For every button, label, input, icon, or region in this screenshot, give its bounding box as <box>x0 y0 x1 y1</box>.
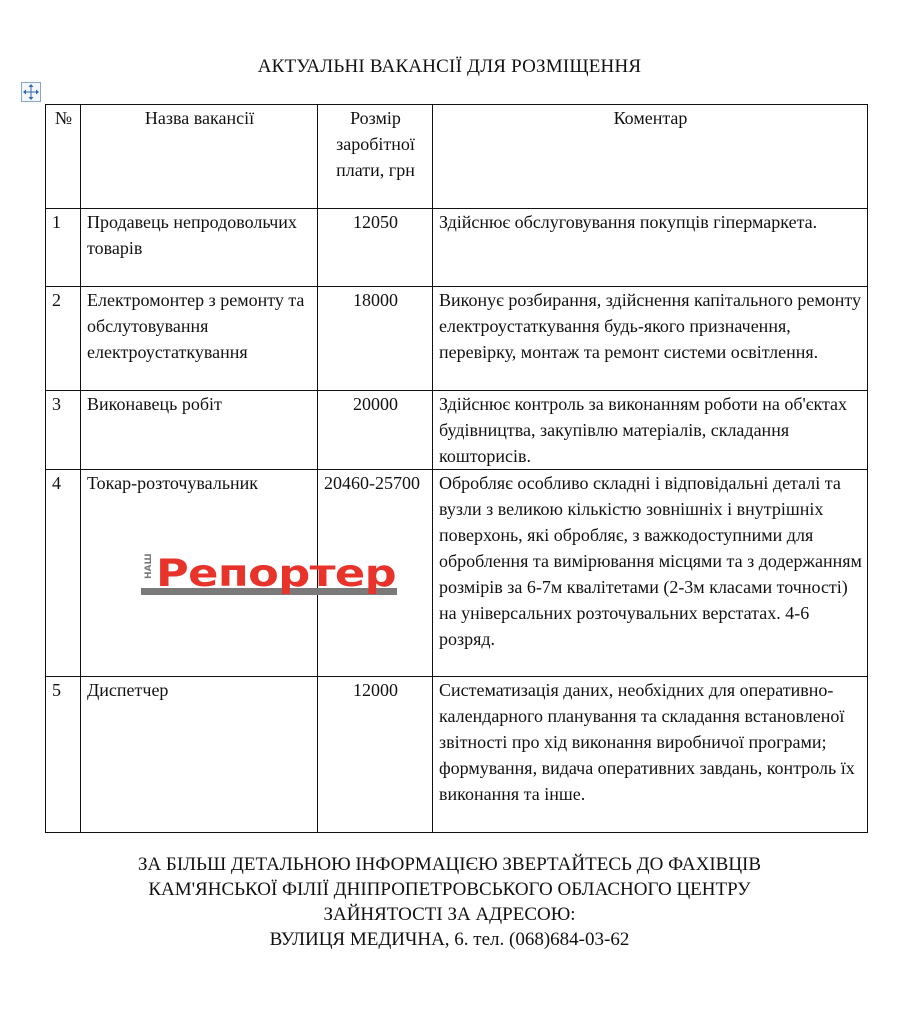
table-row <box>46 391 868 470</box>
logo-small-text: НАШ <box>144 553 154 579</box>
header-number: № <box>46 105 81 209</box>
header-comment: Коментар <box>433 105 868 209</box>
table-row <box>46 677 868 833</box>
vacancy-name: Диспетчер <box>81 677 318 833</box>
footer-line-3: ЗАЙНЯТОСТІ ЗА АДРЕСОЮ: <box>323 904 576 925</box>
row-number: 4 <box>46 470 81 677</box>
table-row <box>46 287 868 391</box>
table-row <box>46 209 868 287</box>
reporter-logo-icon <box>140 548 398 600</box>
row-number: 3 <box>46 391 81 470</box>
header-vacancy-name: Назва вакансії <box>81 105 318 209</box>
footer-contact <box>0 852 899 952</box>
vacancy-name: Виконавець робіт <box>81 391 318 470</box>
vacancy-comment: Систематизація даних, необхідних для оперативно-календарного планування та складання встановленої звітності про хід виконання виробничої програми; формування, видача оперативних завдань, контроль їх виконання та інше. <box>433 677 868 833</box>
watermark-logo <box>140 548 398 600</box>
vacancy-name: Електромонтер з ремонту та обслутовування електроустаткування <box>81 287 318 391</box>
vacancy-salary: 20460-25700 <box>318 470 433 677</box>
vacancy-comment: Здійснює обслуговування покупців гіпермаркета. <box>433 209 868 287</box>
footer-line-2: КАМ'ЯНСЬКОЇ ФІЛІЇ ДНІПРОПЕТРОВСЬКОГО ОБЛАСНОГО ЦЕНТРУ <box>148 879 751 900</box>
table-move-handle-icon[interactable] <box>21 82 41 102</box>
logo-main-text: Репортер <box>156 552 396 595</box>
table-header-row <box>46 105 868 209</box>
document-title: АКТУАЛЬНІ ВАКАНСІЇ ДЛЯ РОЗМІЩЕННЯ <box>257 56 642 77</box>
vacancy-name: Токар-розточувальник <box>81 470 318 677</box>
row-number: 1 <box>46 209 81 287</box>
vacancy-salary: 12050 <box>318 209 433 287</box>
vacancy-salary: 20000 <box>318 391 433 470</box>
header-salary: Розмір заробітної плати, грн <box>318 105 433 209</box>
footer-line-1: ЗА БІЛЬШ ДЕТАЛЬНОЮ ІНФОРМАЦІЄЮ ЗВЕРТАЙТЕСЬ ДО ФАХІВЦІВ <box>137 854 762 875</box>
vacancy-salary: 18000 <box>318 287 433 391</box>
vacancy-salary: 12000 <box>318 677 433 833</box>
vacancy-comment: Здійснює контроль за виконанням роботи на об'єктах будівництва, закупівлю матеріалів, складання кошторисів. <box>433 391 868 470</box>
row-number: 5 <box>46 677 81 833</box>
row-number: 2 <box>46 287 81 391</box>
vacancy-name: Продавець непродовольчих товарів <box>81 209 318 287</box>
vacancy-comment: Виконує розбирання, здійснення капітального ремонту електроустаткування будь-якого призначення, перевірку, монтаж та ремонт системи освітлення. <box>433 287 868 391</box>
vacancy-comment: Обробляє особливо складні і відповідальні деталі та вузли з великою кількістю зовнішніх і внутрішніх поверхонь, які обробляє, з важкодоступними для оброблення та вимірювання місцями та з додержанням розмірів за 6-7м квалітетами (2-3м класами точності) на універсальних розточувальних верстатах. 4-6 розряд. <box>433 470 868 677</box>
footer-address: ВУЛИЦЯ МЕДИЧНА, 6. тел. (068)684-03-62 <box>269 929 630 950</box>
vacancies-table <box>45 104 868 833</box>
